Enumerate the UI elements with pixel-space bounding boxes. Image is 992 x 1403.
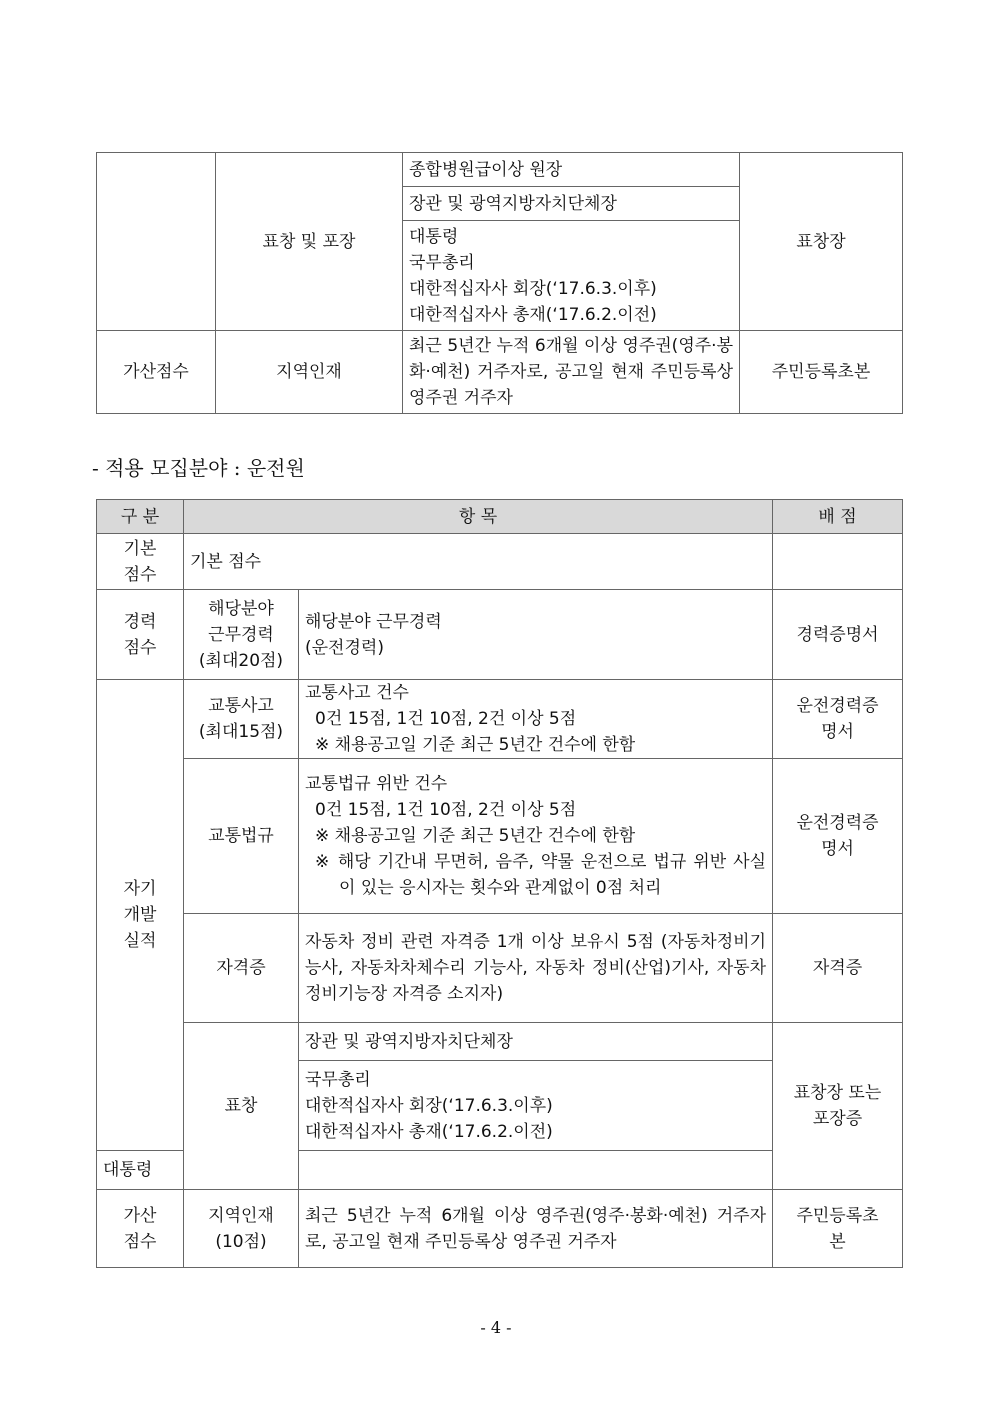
accident-sub [184, 680, 299, 759]
award-group-cell [299, 1061, 773, 1151]
bonus-sub-line: 지역인재 [208, 1205, 274, 1226]
license-item: 자동차 정비 관련 자격증 1개 이상 보유시 5점 (자동차정비기능사, 자동차차체수리 기능사, 자동차 정비(산업)기사, 자동차정비기능장 자격증 소지자) [299, 914, 773, 1023]
region-doc: 주민등록초본 [740, 331, 903, 414]
bonus-description: 최근 5년간 누적 6개월 이상 영주권(영주·봉화·예천) 거주자로, 공고일 현재 주민등록상 영주권 거주자 [299, 1190, 773, 1268]
career-item [299, 590, 773, 680]
bonus-label-line: 점수 [123, 1231, 157, 1252]
header-category: 구 분 [97, 500, 184, 534]
self-dev-label-line: 실적 [123, 931, 157, 951]
basic-item: 기본 점수 [184, 534, 773, 590]
bonus-doc-line: 본 [829, 1231, 846, 1252]
award-sub: 표창 [184, 1023, 299, 1190]
award-bonus-table [96, 152, 903, 414]
self-dev-label [97, 680, 184, 1151]
self-dev-label-line: 자기 [123, 879, 157, 899]
driver-scoring-table [96, 499, 903, 1268]
law-scores: 0건 15점, 1건 10점, 2건 이상 5점 [315, 800, 577, 820]
header-item: 항 목 [184, 500, 773, 534]
award-group-item: 국무총리 [409, 252, 475, 273]
accident-title: 교통사고 건수 [305, 683, 409, 703]
award-item: 장관 및 광역지방자치단체장 [299, 1023, 773, 1061]
law-note: ※ 채용공고일 기준 최근 5년간 건수에 한함 [315, 826, 636, 846]
accident-doc-line: 운전경력증 [796, 696, 879, 716]
career-label-line: 점수 [123, 637, 157, 658]
award-item: 장관 및 광역지방자치단체장 [403, 187, 740, 221]
self-dev-label-line: 개발 [123, 905, 157, 925]
accident-doc-line: 명서 [821, 722, 854, 742]
award-group-item: 국무총리 [305, 1069, 371, 1090]
license-doc: 자격증 [773, 914, 903, 1023]
career-label [97, 590, 184, 680]
license-sub: 자격증 [184, 914, 299, 1023]
career-item-line: 해당분야 근무경력 [305, 611, 442, 632]
award-doc: 표창장 [740, 153, 903, 331]
bonus-label-line: 가산 [123, 1205, 157, 1226]
law-sub: 교통법규 [184, 759, 299, 914]
basic-label [97, 534, 184, 590]
bonus-sub [184, 1190, 299, 1268]
law-note: ※ 해당 기간내 무면허, 음주, 약물 운전으로 법규 위반 사실이 있는 응시자는 횟수와 관계없이 0점 처리 [315, 852, 766, 898]
career-label-line: 경력 [123, 611, 157, 632]
career-sub-line: 근무경력 [208, 624, 274, 645]
award-doc [773, 1023, 903, 1190]
basic-label-line: 점수 [123, 564, 157, 585]
bonus-doc [773, 1190, 903, 1268]
award-group-item: 대한적십자사 총재(‘17.6.2.이전) [305, 1121, 553, 1142]
career-sub-line: (최대20점) [198, 650, 284, 671]
law-doc-line: 운전경력증 [796, 813, 879, 833]
bonus-label: 가산점수 [97, 331, 216, 414]
accident-item [299, 680, 773, 759]
region-label: 지역인재 [216, 331, 403, 414]
award-group-item: 대한적십자사 총재(‘17.6.2.이전) [409, 304, 657, 325]
award-label: 표창 및 포장 [216, 153, 403, 331]
award-item: 대통령 [97, 1151, 184, 1190]
bonus-sub-line: (10점) [215, 1231, 267, 1252]
page-number: - 4 - [480, 1318, 512, 1337]
accident-sub-line: 교통사고 [208, 696, 274, 716]
career-item-line: (운전경력) [305, 637, 384, 658]
award-group-item: 대통령 [409, 226, 459, 247]
career-doc: 경력증명서 [773, 590, 903, 680]
accident-doc [773, 680, 903, 759]
law-doc-line: 명서 [821, 839, 854, 859]
basic-score [773, 534, 903, 590]
accident-note: ※ 채용공고일 기준 최근 5년간 건수에 한함 [315, 735, 636, 755]
accident-scores: 0건 15점, 1건 10점, 2건 이상 5점 [315, 709, 577, 729]
header-score: 배 점 [773, 500, 903, 534]
basic-label-line: 기본 [123, 538, 157, 559]
award-item: 종합병원급이상 원장 [403, 153, 740, 187]
law-item [299, 759, 773, 914]
region-description: 최근 5년간 누적 6개월 이상 영주권(영주·봉화·예천) 거주자로, 공고일 현재 주민등록상 영주권 거주자 [403, 331, 740, 414]
career-sub [184, 590, 299, 680]
career-sub-line: 해당분야 [208, 598, 274, 619]
award-group-cell [403, 221, 740, 331]
bonus-doc-line: 주민등록초 [796, 1205, 879, 1226]
award-group-item: 대한적십자사 회장(‘17.6.3.이후) [305, 1095, 553, 1116]
award-doc-line: 표창장 또는 [793, 1083, 882, 1103]
section-title: - 적용 모집분야 : 운전원 [92, 456, 305, 480]
empty-category-cell [97, 153, 216, 331]
bonus-label [97, 1190, 184, 1268]
accident-sub-line: (최대15점) [198, 722, 284, 742]
award-doc-line: 포장증 [812, 1109, 863, 1129]
law-doc [773, 759, 903, 914]
law-title: 교통법규 위반 건수 [305, 774, 448, 794]
award-group-item: 대한적십자사 회장(‘17.6.3.이후) [409, 278, 657, 299]
